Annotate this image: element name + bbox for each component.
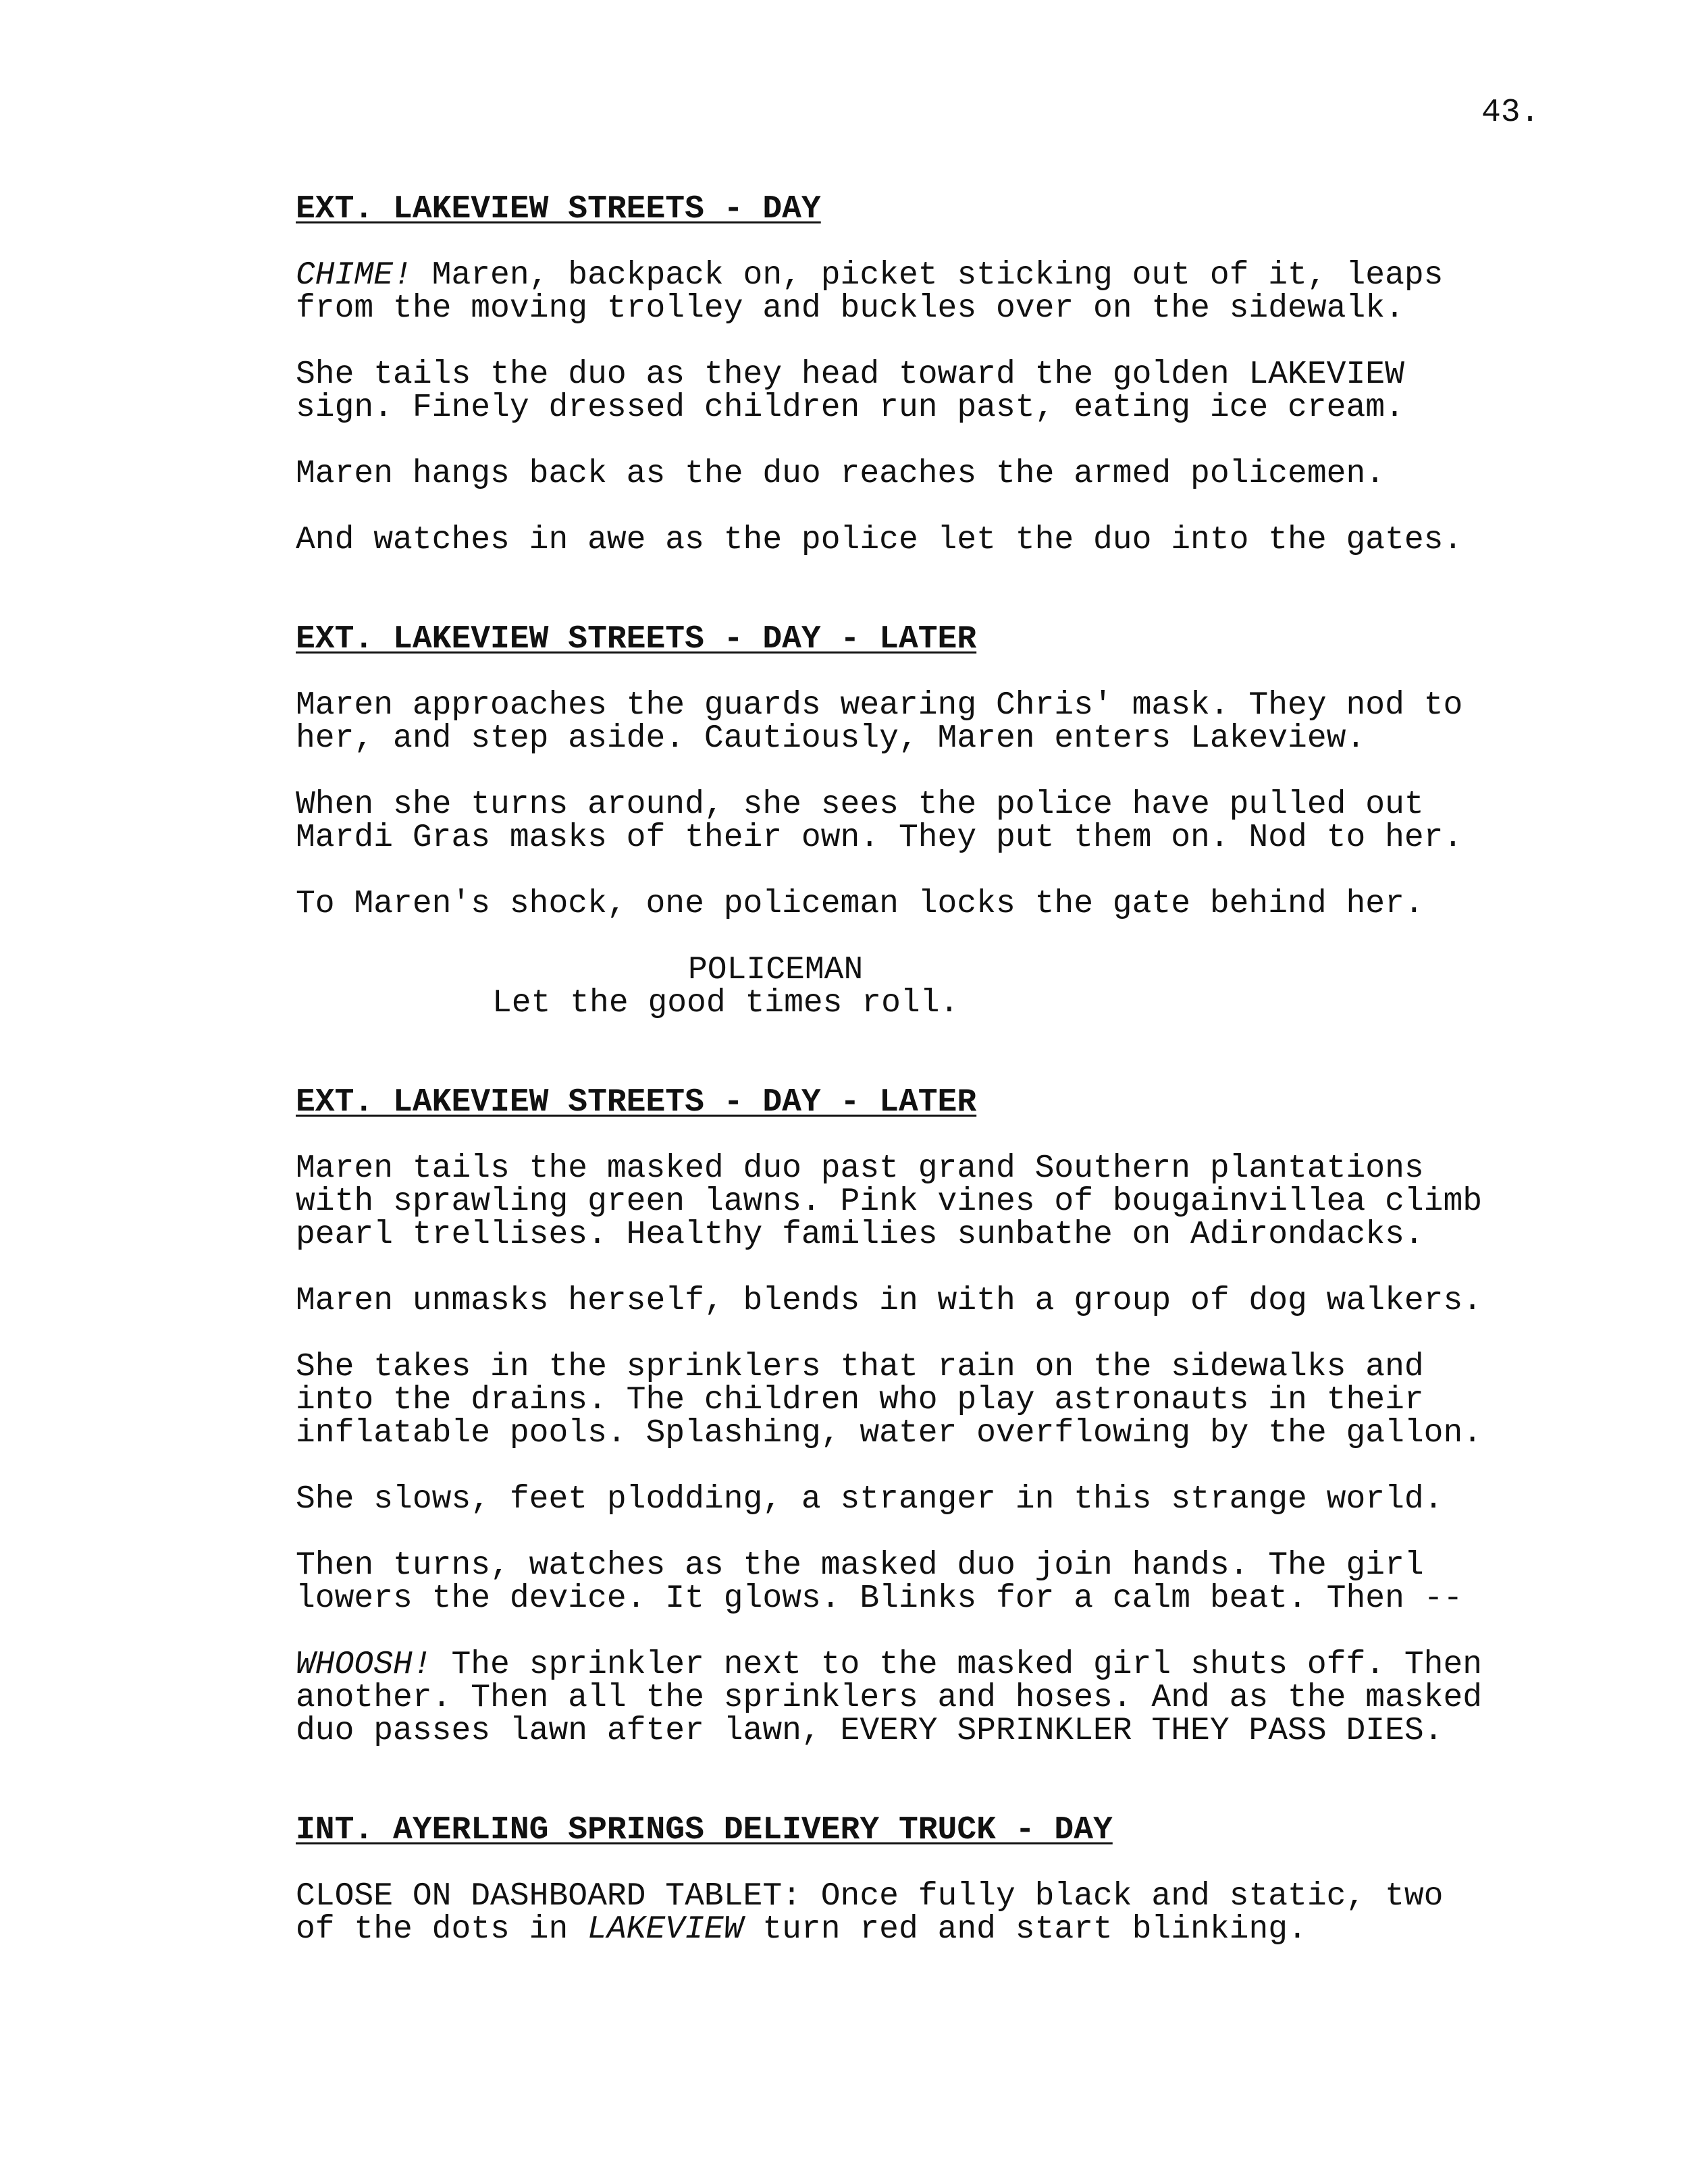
scene-heading: EXT. LAKEVIEW STREETS - DAY - LATER [296, 1084, 977, 1121]
action-line: Maren approaches the guards wearing Chris' mask. They nod to [296, 687, 1463, 724]
scene [296, 623, 1579, 1020]
action-paragraph [296, 458, 1579, 491]
page-number: 43. [1481, 95, 1540, 131]
action-line [296, 1913, 1579, 1946]
action-paragraph [296, 1483, 1579, 1516]
action-paragraph [296, 789, 1579, 855]
action-line [296, 259, 1579, 292]
action-text: of the dots in [296, 1911, 588, 1948]
action-paragraph [296, 358, 1579, 425]
action-line: lowers the device. It glows. Blinks for a calm beat. Then -- [296, 1580, 1463, 1617]
action-line: Maren unmasks herself, blends in with a group of dog walkers. [296, 1283, 1483, 1319]
action-paragraph [296, 1649, 1579, 1748]
action-paragraph [296, 689, 1579, 755]
action-paragraph [296, 1152, 1579, 1252]
action-text: turn red and start blinking. [743, 1911, 1307, 1948]
scene [296, 1086, 1579, 1748]
scene-heading: EXT. LAKEVIEW STREETS - DAY [296, 191, 821, 228]
action-line: When she turns around, she sees the police have pulled out [296, 787, 1424, 823]
scene [296, 193, 1579, 557]
action-paragraph [296, 1880, 1579, 1946]
dialogue-block [296, 954, 1579, 1020]
screenplay-body [296, 193, 1579, 1946]
action-line: And watches in awe as the police let the duo into the gates. [296, 522, 1463, 558]
action-line: Maren tails the masked duo past grand Southern plantations [296, 1150, 1424, 1187]
action-paragraph [296, 524, 1579, 557]
action-line: inflatable pools. Splashing, water overflowing by the gallon. [296, 1415, 1483, 1451]
scene-heading: EXT. LAKEVIEW STREETS - DAY - LATER [296, 621, 977, 658]
action-paragraph [296, 1549, 1579, 1616]
action-line: Mardi Gras masks of their own. They put them on. Nod to her. [296, 820, 1463, 856]
action-line: another. Then all the sprinklers and hoses. And as the masked [296, 1680, 1483, 1716]
sound-effect: WHOOSH! [296, 1647, 432, 1683]
dialogue-line: Let the good times roll. [492, 985, 959, 1021]
sound-effect: CHIME! [296, 257, 413, 294]
action-line: duo passes lawn after lawn, EVERY SPRINKLER THEY PASS DIES. [296, 1713, 1444, 1749]
action-text: Maren, backpack on, picket sticking out of it, leaps [412, 257, 1444, 294]
action-line: into the drains. The children who play astronauts in their [296, 1382, 1424, 1418]
action-line: with sprawling green lawns. Pink vines of bougainvillea climb [296, 1183, 1483, 1220]
action-line: She tails the duo as they head toward the golden LAKEVIEW [296, 356, 1404, 393]
action-line: her, and step aside. Cautiously, Maren enters Lakeview. [296, 720, 1366, 757]
action-line: CLOSE ON DASHBOARD TABLET: Once fully black and static, two [296, 1878, 1444, 1915]
scene [296, 1814, 1579, 1946]
action-paragraph [296, 1351, 1579, 1450]
action-line: pearl trellises. Healthy families sunbathe on Adirondacks. [296, 1217, 1424, 1253]
action-paragraph [296, 259, 1579, 325]
action-line: sign. Finely dressed children run past, eating ice cream. [296, 390, 1404, 426]
action-line: Then turns, watches as the masked duo join hands. The girl [296, 1547, 1424, 1584]
action-line: She takes in the sprinklers that rain on the sidewalks and [296, 1349, 1424, 1385]
action-line: She slows, feet plodding, a stranger in this strange world. [296, 1481, 1444, 1518]
action-text: The sprinkler next to the masked girl shuts off. Then [431, 1647, 1483, 1683]
character-name: POLICEMAN [688, 952, 864, 988]
action-line: from the moving trolley and buckles over on the sidewalk. [296, 290, 1404, 327]
action-paragraph [296, 1285, 1579, 1318]
action-paragraph [296, 888, 1579, 921]
emphasis-text: LAKEVIEW [587, 1911, 743, 1948]
scene-heading: INT. AYERLING SPRINGS DELIVERY TRUCK - DAY [296, 1812, 1113, 1848]
action-line [296, 1649, 1579, 1682]
action-line: To Maren's shock, one policeman locks the gate behind her. [296, 886, 1424, 922]
action-line: Maren hangs back as the duo reaches the armed policemen. [296, 456, 1386, 492]
